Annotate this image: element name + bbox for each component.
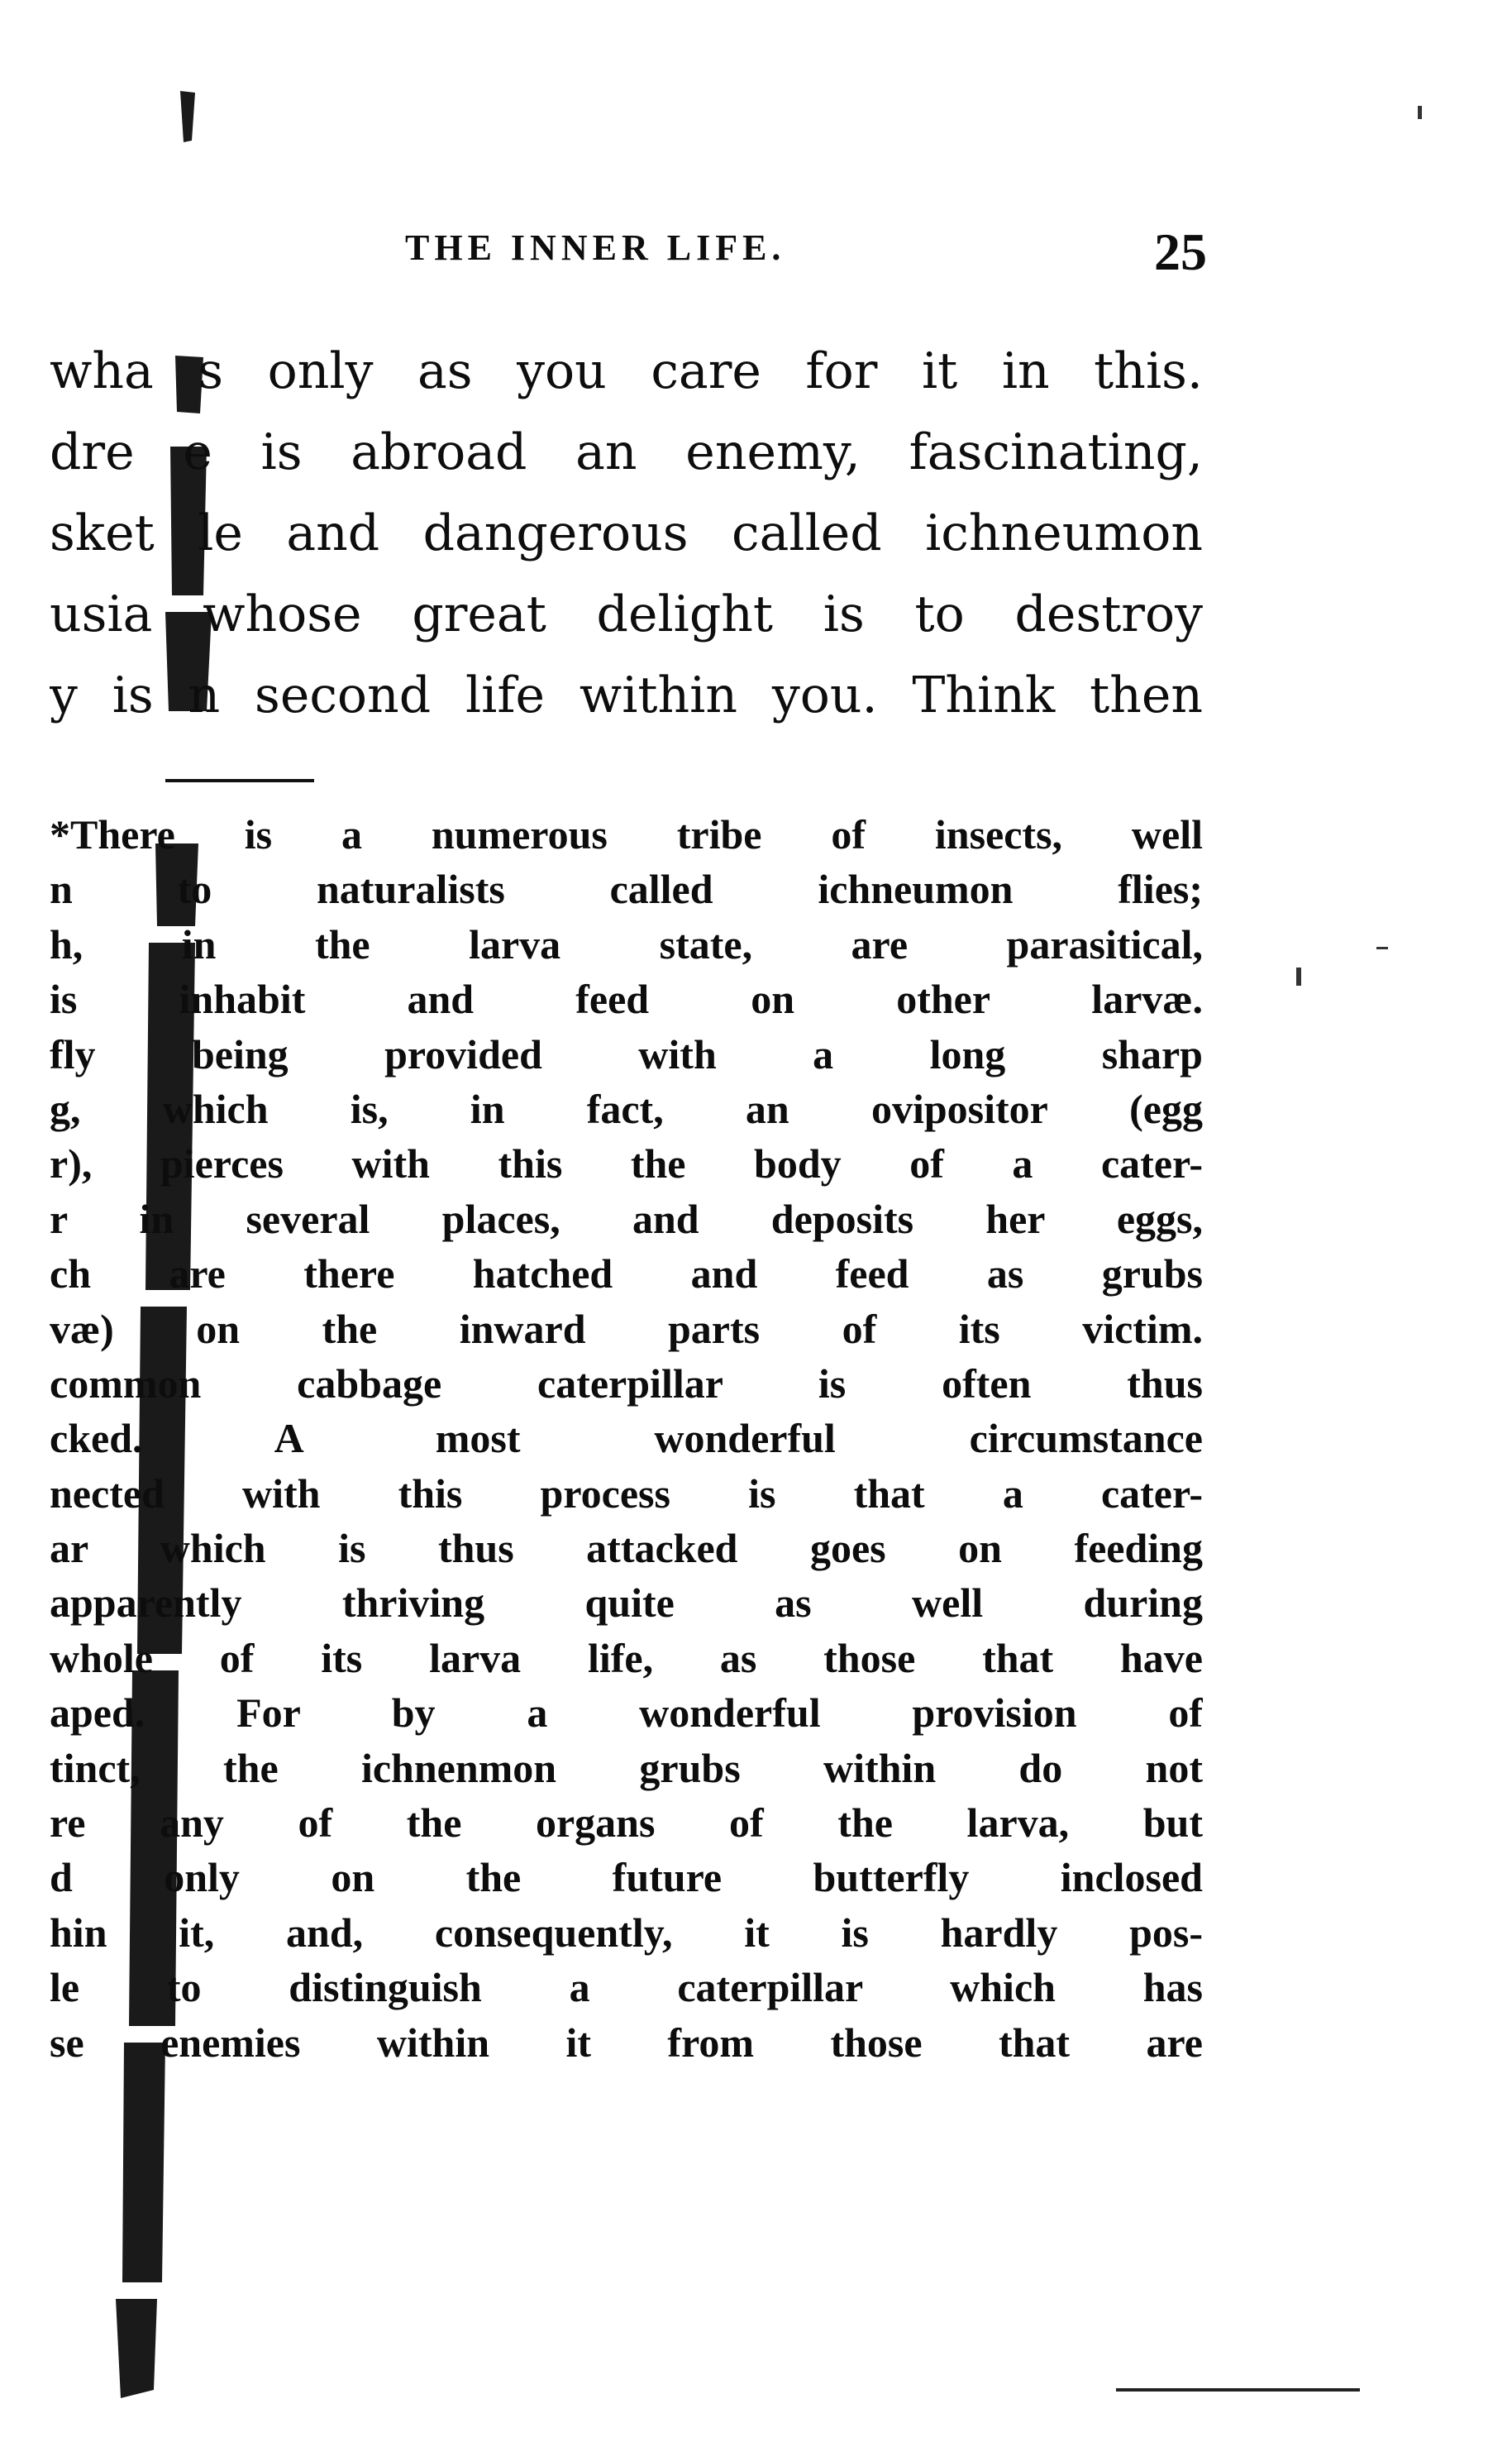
footnote-line: tinct, the ichnenmon grubs within do not bbox=[50, 1744, 1203, 1791]
footnote-line: h, in the larva state, are parasitical, bbox=[50, 920, 1203, 968]
running-title: THE INNER LIFE. bbox=[405, 227, 786, 268]
footnote-line: n to naturalists called ichneumon flies; bbox=[50, 866, 1203, 913]
text-line: dre e is abroad an enemy, fascinating, bbox=[50, 423, 1203, 481]
footnote-line: nected with this process is that a cater- bbox=[50, 1469, 1203, 1517]
margin-speck bbox=[1296, 968, 1301, 986]
footnote-line: fly being provided with a long sharp bbox=[50, 1030, 1203, 1078]
footnote-line: aped. For by a wonderful provision of bbox=[50, 1689, 1203, 1737]
main-text bbox=[50, 331, 1203, 736]
margin-speck bbox=[1376, 947, 1388, 949]
footnote-line: g, which is, in fact, an ovipositor (egg bbox=[50, 1085, 1203, 1132]
footnote-line: apparently thriving quite as well during bbox=[50, 1579, 1203, 1627]
footnote-line: r in several places, and deposits her eggs, bbox=[50, 1195, 1203, 1242]
text-line: wha s only as you care for it in this. bbox=[50, 342, 1203, 400]
footnote-line: re any of the organs of the larva, but bbox=[50, 1799, 1203, 1847]
text-line: usia whose great delight is to destroy bbox=[50, 585, 1203, 643]
footnote-line: ch are there hatched and feed as grubs bbox=[50, 1250, 1203, 1297]
running-header bbox=[405, 222, 1207, 288]
bottom-rule bbox=[1116, 2388, 1360, 2392]
footnote-line: hin it, and, consequently, it is hardly pos- bbox=[50, 1909, 1203, 1956]
footnote-line: whole of its larva life, as those that have bbox=[50, 1634, 1203, 1681]
footnote-line: væ) on the inward parts of its victim. bbox=[50, 1305, 1203, 1352]
footnote-line: ar which is thus attacked goes on feeding bbox=[50, 1525, 1203, 1572]
text-line: sket le and dangerous called ichneumon bbox=[50, 504, 1203, 562]
footnote-line: le to distinguish a caterpillar which has bbox=[50, 1964, 1203, 2011]
page-number: 25 bbox=[1154, 222, 1207, 281]
text-line: y is n second life within you. Think then bbox=[50, 667, 1203, 724]
footnote-line: cked. A most wonderful circumstance bbox=[50, 1415, 1203, 1462]
footnote-line: is inhabit and feed on other larvæ. bbox=[50, 976, 1203, 1023]
footnote-line: common cabbage caterpillar is often thus bbox=[50, 1359, 1203, 1407]
footnote-text bbox=[50, 807, 1203, 2070]
footnote-rule bbox=[165, 779, 314, 782]
footnote-line: d only on the future butterfly inclosed bbox=[50, 1854, 1203, 1901]
footnote-line: r), pierces with this the body of a cater- bbox=[50, 1140, 1203, 1187]
footnote-line: *There is a numerous tribe of insects, well bbox=[50, 811, 1203, 858]
footnote-line: se enemies within it from those that are bbox=[50, 2019, 1203, 2066]
margin-speck bbox=[1418, 106, 1422, 119]
